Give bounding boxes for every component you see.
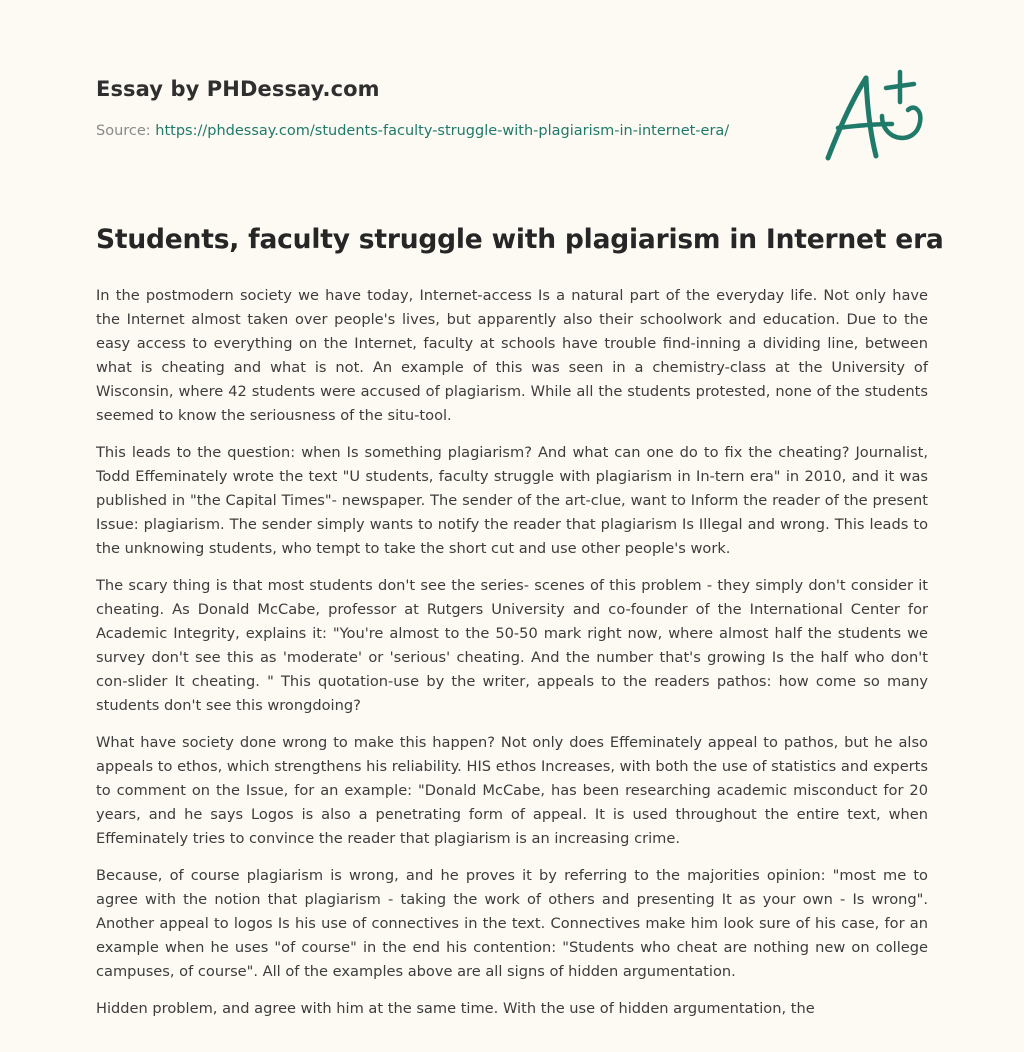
essay-title: Students, faculty struggle with plagiarism in Internet era — [96, 224, 944, 255]
essay-paragraph: In the postmodern society we have today, Internet-access Is a natural part of the everyday life. Not only have the Internet almost taken over people's lives, but apparently also their schoolwork and education. Due to the easy access to everything on the Internet, faculty at schools have trouble find-inning a dividing line, between what is cheating and what is not. An example of this was seen in a chemistry-class at the University of Wisconsin, where 42 students were accused of plagiarism. While all the students protested, none of the students seemed to know the seriousness of the situ-tool. — [96, 287, 928, 424]
essay-paragraph: Hidden problem, and agree with him at the same time. With the use of hidden argumentation, the — [96, 1000, 815, 1017]
source-label: Source: — [96, 123, 156, 139]
essay-paragraph: The scary thing is that most students don't see the series- scenes of this problem - they simply don't consider it cheating. As Donald McCabe, professor at Rutgers University and co-founder of the International Center for Academic Integrity, explains it: "You're almost to the 50-50 mark right now, where almost half the students we survey don't see this as 'moderate' or 'serious' cheating. And the number that's growing Is the half who don't con-slider It cheating. " This quotation-use by the writer, appeals to the readers pathos: how come so many students don't see this wrongdoing? — [96, 577, 928, 714]
essay-paragraph: This leads to the question: when Is something plagiarism? And what can one do to fix the cheating? Journalist, Todd Effeminately wrote the text "U students, faculty struggle with plagiarism in In-tern era" in 2010, and it was published in "the Capital Times"- newspaper. The sender of the art-clue, want to Inform the reader of the present Issue: plagiarism. The sender simply wants to notify the reader that plagiarism Is Illegal and wrong. This leads to the unknowing students, who tempt to take the short cut and use other people's work. — [96, 444, 928, 557]
brand-name: Essay by PHDessay.com — [96, 77, 380, 101]
essay-body — [96, 284, 928, 1034]
source-line — [96, 123, 729, 139]
source-link[interactable]: https://phdessay.com/students-faculty-struggle-with-plagiarism-in-internet-era/ — [155, 123, 730, 139]
essay-paragraph: What have society done wrong to make this happen? Not only does Effeminately appeal to pathos, but he also appeals to ethos, which strengthens his reliability. HIS ethos Increases, with both the use of statistics and experts to comment on the Issue, for an example: "Donald McCabe, has been researching academic misconduct for 20 years, and he says Logos is also a penetrating form of appeal. It is used throughout the entire text, when Effeminately tries to convince the reader that plagiarism is an increasing crime. — [96, 734, 928, 847]
a-plus-grade-icon — [822, 66, 926, 166]
essay-paragraph: Because, of course plagiarism is wrong, and he proves it by referring to the majorities opinion: "most me to agree with the notion that plagiarism - taking the work of others and presenting It as your own - Is wrong". Another appeal to logos Is his use of connectives in the text. Connectives make him look sure of his case, for an example when he uses "of course" in the end his contention: "Students who cheat are nothing new on college campuses, of course". All of the examples above are all signs of hidden argumentation. — [96, 867, 928, 980]
